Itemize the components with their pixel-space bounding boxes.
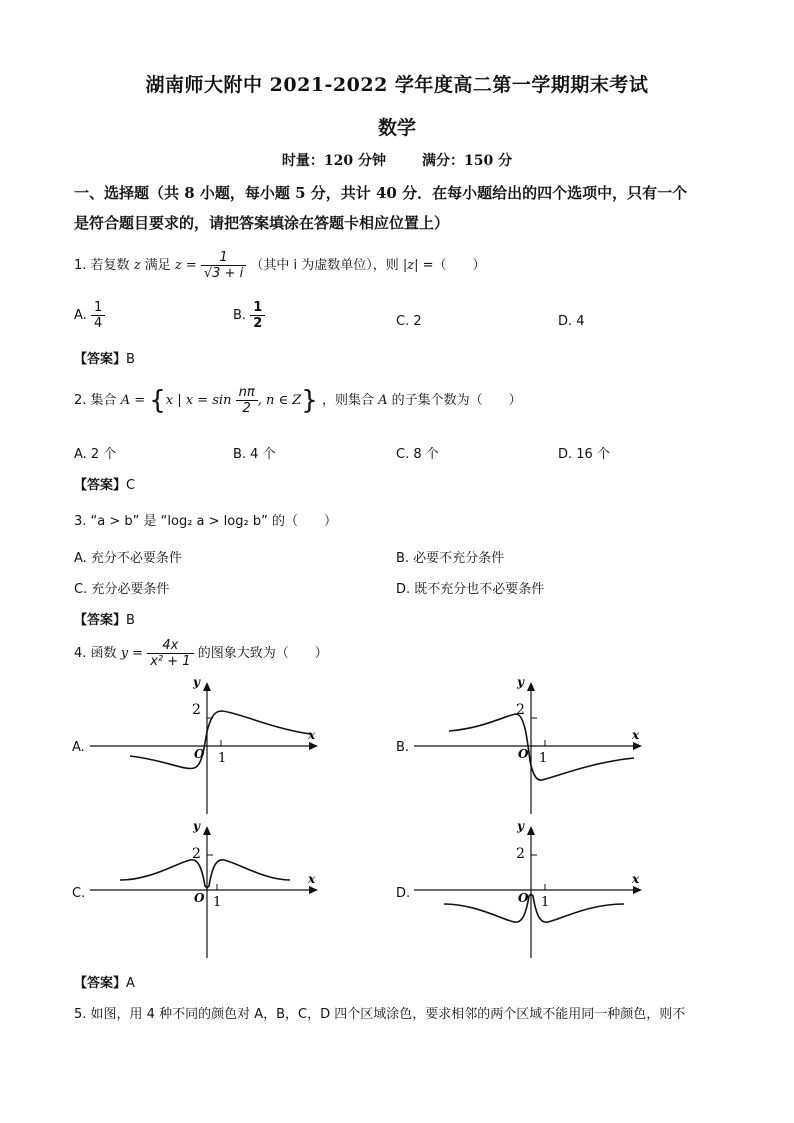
q4-b-y-label: y: [517, 676, 524, 689]
q4-b-x-label: x: [632, 728, 640, 742]
q1-lhs: z =: [174, 258, 197, 273]
answer-tag: 【答案】: [74, 352, 127, 367]
q1-option-a-num: 1: [91, 300, 105, 316]
question-2: 2. 集合 A = {x | x = sin $\frac{n\pi}{2}$ , n ∈ Z} ，则集合 A 的子集个数为（ ）: [74, 385, 522, 416]
total-score: 满分：150 分: [422, 153, 513, 169]
q4-c-two: 2: [192, 846, 201, 862]
q4-b-origin: O: [518, 747, 529, 761]
q3-option-a[interactable]: A. 充分不必要条件: [74, 551, 182, 566]
q2-set-body: x | x = sin: [165, 393, 232, 408]
question-4: [74, 638, 328, 669]
exam-meta: [0, 150, 794, 170]
q4-a-two: 2: [192, 702, 201, 718]
section-heading-line1: 一、选择题（共 8 小题，每小题 5 分，共计 40 分．在每小题给出的四个选项中，只有一个: [74, 184, 688, 202]
q4-b-one: 1: [539, 751, 548, 766]
subject-title: 数学: [377, 117, 416, 139]
q4-prefix: 4. 函数: [74, 646, 117, 661]
q3-answer-value: B: [126, 613, 135, 628]
q1-option-b-label: B.: [233, 308, 247, 323]
q4-d-y-label: y: [517, 819, 524, 833]
q1-option-a-label: A.: [74, 308, 87, 323]
q4-graph-d[interactable]: [414, 818, 654, 960]
q2-option-c[interactable]: C. 8 个: [396, 447, 439, 462]
q4-c-y-label: y: [193, 819, 200, 833]
q1-prefix: 1. 若复数: [74, 258, 130, 273]
q2-set-lhs: A =: [120, 393, 146, 408]
q1-answer-value: B: [126, 352, 135, 367]
q4-c-one: 1: [213, 895, 222, 910]
q1-middle: 满足: [144, 258, 171, 273]
q2-suffix: ，则集合: [321, 393, 374, 408]
q2-prefix: 2. 集合: [74, 393, 117, 408]
q4-b-two: 2: [516, 702, 525, 718]
q4-num: 4x: [147, 638, 193, 654]
q4-den: x² + 1: [150, 654, 191, 669]
q4-d-two: 2: [516, 846, 525, 862]
q2-answer-value: C: [126, 478, 136, 493]
q2-answer: [74, 474, 135, 493]
q1-den: √3 + i: [203, 266, 244, 281]
q1-option-a-den: 4: [93, 316, 103, 331]
q1-num: 1: [201, 250, 246, 266]
q4-answer-value: A: [126, 976, 135, 991]
q4-d-one: 1: [541, 895, 550, 910]
question-1: [74, 250, 486, 281]
q1-option-b-den: 2: [253, 316, 263, 331]
q1-var: z: [133, 258, 141, 273]
q1-end: =（ ）: [422, 258, 486, 273]
q4-answer: [74, 972, 135, 991]
q3-option-b[interactable]: B. 必要不充分条件: [396, 551, 505, 566]
page-title: 湖南师大附中 2021-2022 学年度高二第一学期期末考试: [145, 74, 649, 96]
q4-d-origin: O: [518, 891, 529, 905]
q1-answer: [74, 348, 135, 367]
answer-tag: 【答案】: [74, 613, 127, 628]
q4-lhs: y =: [120, 646, 144, 661]
q2-end: 的子集个数为（ ）: [391, 393, 522, 408]
q2-option-b[interactable]: B. 4 个: [233, 447, 276, 462]
q4-a-x-label: x: [308, 728, 316, 742]
q1-option-c[interactable]: C. 2: [396, 314, 422, 329]
question-5: 5. 如图，用 4 种不同的颜色对 A，B，C，D 四个区域涂色，要求相邻的两个区域不能用同一种颜色，则不: [74, 1007, 686, 1022]
q3-option-d[interactable]: D. 既不充分也不必要条件: [396, 582, 545, 597]
q2-set-tail: , n ∈ Z: [257, 393, 302, 408]
q4-suffix: 的图象大致为（ ）: [197, 646, 328, 661]
q4-c-x-label: x: [308, 872, 316, 886]
section-heading-line2: 是符合题目要求的，请把答案填涂在答题卡相应位置上）: [74, 214, 450, 232]
q1-option-d[interactable]: D. 4: [558, 314, 585, 329]
q1-option-b-num: 1: [250, 300, 265, 316]
q1-fraction: [201, 250, 246, 281]
q4-c-origin: O: [194, 891, 205, 905]
q4-option-d-label[interactable]: D.: [396, 886, 411, 901]
q4-option-c-label[interactable]: C.: [72, 886, 86, 901]
q1-abs: |z|: [402, 258, 419, 273]
q4-graph-a[interactable]: [90, 676, 330, 816]
answer-tag: 【答案】: [74, 478, 127, 493]
q4-a-one: 1: [218, 751, 227, 766]
q4-a-origin: O: [194, 747, 205, 761]
q4-option-b-label[interactable]: B.: [396, 740, 410, 755]
q2-var: A: [378, 393, 388, 408]
q2-option-d[interactable]: D. 16 个: [558, 447, 610, 462]
q3-answer: [74, 609, 135, 628]
q4-d-x-label: x: [632, 872, 640, 886]
answer-tag: 【答案】: [74, 976, 127, 991]
q1-option-a[interactable]: [74, 300, 105, 331]
q3-option-c[interactable]: C. 充分必要条件: [74, 582, 170, 597]
q4-graph-b[interactable]: [414, 676, 654, 816]
question-3: 3. “a > b” 是 “log₂ a > log₂ b” 的（ ）: [74, 514, 337, 529]
q2-frac-num: nπ: [236, 385, 258, 401]
q1-suffix: （其中 i 为虚数单位），则: [250, 258, 399, 273]
q2-frac-den: 2: [242, 401, 251, 416]
q4-option-a-label[interactable]: A.: [72, 740, 85, 755]
q4-graph-c[interactable]: [90, 818, 330, 960]
q1-option-b[interactable]: [233, 300, 265, 331]
time-limit: 时量：120 分钟: [281, 153, 386, 169]
q2-option-a[interactable]: A. 2 个: [74, 447, 117, 462]
q4-a-y-label: y: [193, 676, 200, 689]
